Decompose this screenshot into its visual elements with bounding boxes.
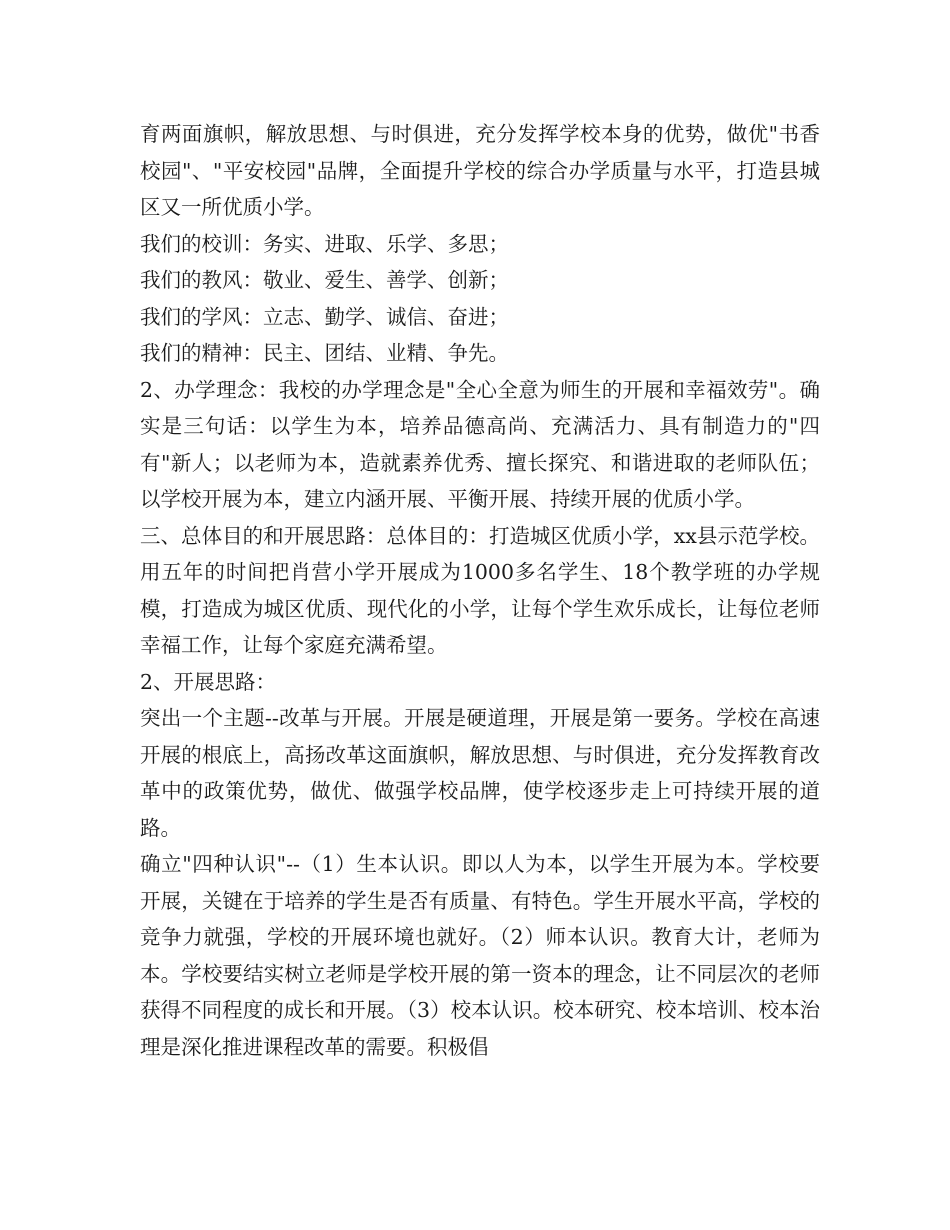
paragraph-study-style: 我们的学风：立志、勤学、诚信、奋进； — [140, 304, 509, 329]
paragraph-school-spirit: 我们的精神：民主、团结、业精、争先。 — [140, 341, 509, 365]
paragraph-teaching-style: 我们的教风：敬业、爱生、善学、创新； — [140, 268, 509, 292]
document-body — [140, 116, 820, 1065]
paragraph-four-awareness: 确立"四种认识"--（1）生本认识。即以人为本，以学生开展为本。学校要开展，关键在于培养的学生是否有质量、有特色。学生开展水平高，学校的竞争力就强，学校的开展环境也就好。（2）师本认识。教育大计，老师为本。学校要结实树立老师是学校开展的第一资本的理念，让不同层次的老师获得不同程度的成长和开展。（3）校本认识。校本研究、校本培训、校本治理是深化推进课程改革的需要。积极倡 — [140, 852, 820, 1059]
paragraph-development-heading: 2、开展思路： — [140, 669, 277, 694]
paragraph-school-goals: 育两面旗帜，解放思想、与时俱进，充分发挥学校本身的优势，做优"书香校园"、"平安校园"品牌，全面提升学校的综合办学质量与水平，打造县城区又一所优质小学。 — [140, 122, 820, 219]
paragraph-school-philosophy: 2、办学理念：我校的办学理念是"全心全意为师生的开展和幸福效劳"。确实是三句话：以学生为本，培养品德高尚、充满活力、具有制造力的"四有"新人；以老师为本，造就素养优秀、擅长探究、和谐进取的老师队伍；以学校开展为本，建立内涵开展、平衡开展、持续开展的优质小学。 — [140, 377, 820, 511]
paragraph-school-motto: 我们的校训：务实、进取、乐学、多思； — [140, 231, 509, 256]
paragraph-overall-goal: 三、总体目的和开展思路：总体目的：打造城区优质小学，xx县示范学校。用五年的时间把肖营小学开展成为1000多名学生、18个教学班的办学规模，打造成为城区优质、现代化的小学，让每个学生欢乐成长，让每位老师幸福工作，让每个家庭充满希望。 — [140, 523, 820, 657]
paragraph-development-theme: 突出一个主题--改革与开展。开展是硬道理，开展是第一要务。学校在高速开展的根底上，高扬改革这面旗帜，解放思想、与时俱进，充分发挥教育改革中的政策优势，做优、做强学校品牌，使学校逐步走上可持续开展的道路。 — [140, 706, 820, 840]
